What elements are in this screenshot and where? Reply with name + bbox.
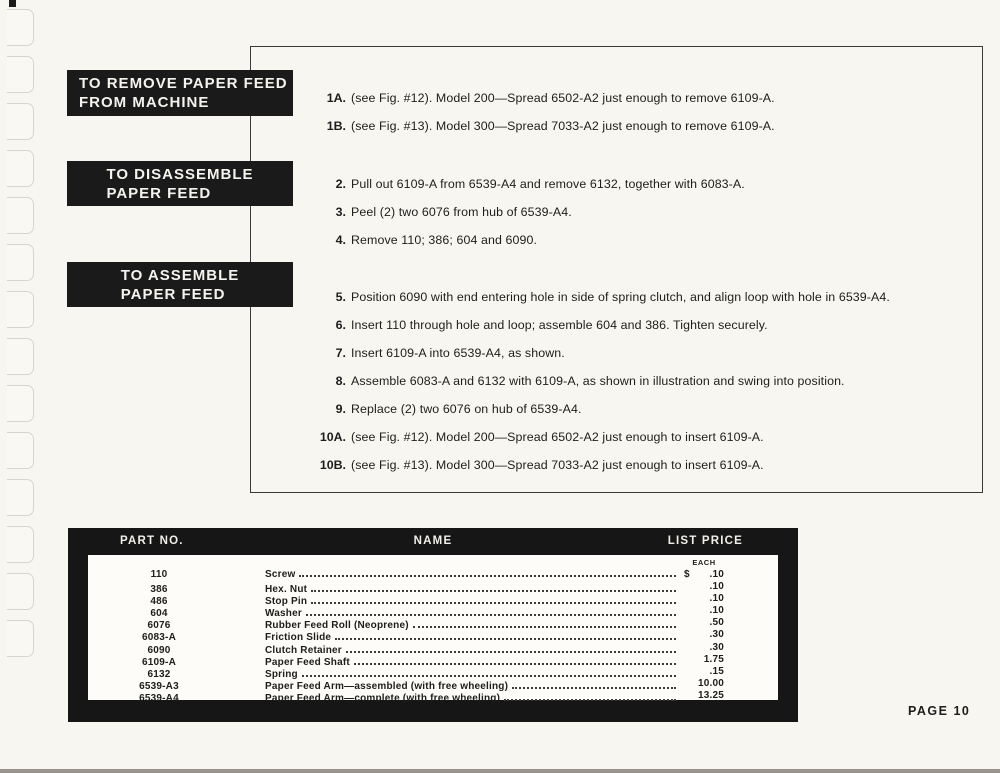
instruction-item <box>315 339 890 367</box>
price-cell <box>684 617 724 628</box>
binding-hole-mark <box>7 432 34 469</box>
parts-table-header <box>68 535 798 551</box>
part-name-text: Friction Slide <box>265 632 332 644</box>
price-cell <box>684 690 724 701</box>
price-value-cell: .10 <box>709 581 724 593</box>
price-cell <box>684 654 724 665</box>
instruction-text: (see Fig. #13). Model 300—Spread 7033-A2 just enough to remove 6109-A. <box>351 119 775 133</box>
price-value-cell: .30 <box>709 629 724 641</box>
instruction-item <box>315 395 890 423</box>
price-cell <box>684 642 724 653</box>
binding-hole-mark <box>7 103 34 140</box>
part-number-cell: 6132 <box>147 668 171 680</box>
section-label-line: TO ASSEMBLE <box>120 266 240 284</box>
part-number-cell: 6083-A <box>142 632 176 644</box>
instruction-number: 10A. <box>319 430 346 444</box>
dot-leader <box>504 699 676 701</box>
part-number-cell: 604 <box>150 608 168 620</box>
part-name-cell <box>265 693 684 704</box>
part-name-text: Hex. Nut <box>265 584 308 596</box>
part-name-text: Rubber Feed Roll (Neoprene) <box>265 620 409 632</box>
price-value-cell: .10 <box>709 605 724 617</box>
part-name-text: Clutch Retainer <box>265 644 342 656</box>
binding-hole-mark <box>7 150 34 187</box>
dot-leader <box>335 638 676 640</box>
binding-hole-mark <box>7 573 34 610</box>
part-name-cell <box>265 681 684 692</box>
instruction-text: Peel (2) two 6076 from hub of 6539-A4. <box>351 205 572 219</box>
instruction-item <box>315 451 890 479</box>
part-name-text: Stop Pin <box>265 596 308 608</box>
part-name-text: Spring <box>265 668 298 680</box>
table-row <box>88 569 778 581</box>
parts-price-table <box>68 528 798 722</box>
binding-hole-mark <box>7 385 34 422</box>
instruction-text: Replace (2) two 6076 on hub of 6539-A4. <box>351 402 582 416</box>
part-number-cell: 6076 <box>147 620 171 632</box>
instruction-item <box>315 367 890 395</box>
parts-table-body <box>88 555 778 702</box>
section-label-remove <box>67 70 293 116</box>
instruction-number: 1A. <box>326 91 346 105</box>
part-number-cell: 386 <box>150 584 168 596</box>
part-name-text: Paper Feed Arm—complete (with free wheeling) <box>265 692 501 704</box>
part-name-cell <box>265 632 684 643</box>
instruction-number: 1B. <box>326 119 346 133</box>
instruction-group-assemble <box>315 283 890 479</box>
section-label-line: FROM MACHINE <box>79 94 210 111</box>
header-name: NAME <box>413 535 453 547</box>
instruction-text: (see Fig. #12). Model 200—Spread 6502-A2 just enough to remove 6109-A. <box>351 91 775 105</box>
price-value-cell: 1.75 <box>703 653 724 665</box>
part-name-text: Washer <box>265 608 302 620</box>
instruction-text: Remove 110; 386; 604 and 6090. <box>351 233 538 247</box>
instruction-text: (see Fig. #13). Model 300—Spread 7033-A2 just enough to insert 6109-A. <box>351 458 764 472</box>
instruction-item <box>315 198 745 226</box>
price-value-cell: .15 <box>709 665 724 677</box>
parts-table-panel <box>88 555 778 704</box>
instruction-text: Pull out 6109-A from 6539-A4 and remove 6132, together with 6083-A. <box>351 177 745 191</box>
binding-hole-mark <box>7 479 34 516</box>
dot-leader <box>299 575 676 577</box>
part-name-cell <box>265 596 684 607</box>
table-row <box>88 581 778 596</box>
header-part-no: PART NO. <box>120 535 184 547</box>
dot-leader <box>354 663 676 665</box>
each-label: EACH <box>692 558 716 567</box>
instruction-number: 5. <box>335 290 346 304</box>
instruction-text: Insert 6109-A into 6539-A4, as shown. <box>351 346 565 360</box>
binding-hole-mark <box>7 56 34 93</box>
part-number-cell: 6090 <box>147 644 171 656</box>
part-number-cell: 6109-A <box>142 656 176 668</box>
section-label-disassemble <box>67 161 293 206</box>
instruction-item <box>315 170 745 198</box>
price-value-cell: .10 <box>709 593 724 605</box>
dot-leader <box>311 602 676 604</box>
binding-hole-mark <box>7 338 34 375</box>
part-name-text: Paper Feed Shaft <box>265 656 350 668</box>
part-name-cell <box>265 620 684 631</box>
binding-hole-mark <box>7 244 34 281</box>
price-cell <box>684 581 724 592</box>
dot-leader <box>346 651 676 653</box>
part-name-cell <box>265 657 684 668</box>
part-name-text: Paper Feed Arm—assembled (with free wheeling) <box>265 680 509 692</box>
price-value-cell: .50 <box>709 617 724 629</box>
price-cell <box>684 678 724 689</box>
page-number: PAGE 10 <box>908 704 971 718</box>
price-value-cell: 13.25 <box>697 689 724 701</box>
instruction-number: 7. <box>335 346 346 360</box>
price-cell <box>684 666 724 677</box>
instruction-group-remove <box>315 84 775 140</box>
binding-hole-mark <box>7 197 34 234</box>
instruction-item <box>315 112 775 140</box>
instruction-group-disassemble <box>315 170 745 254</box>
dot-leader <box>306 614 676 616</box>
part-number-cell: 6539-A4 <box>139 692 179 704</box>
instruction-text: Assemble 6083-A and 6132 with 6109-A, as shown in illustration and swing into position. <box>351 374 845 388</box>
part-name-cell <box>265 584 684 595</box>
scan-edge-line <box>0 769 1000 773</box>
part-number-cell: 6539-A3 <box>139 680 179 692</box>
scan-artifact <box>9 0 16 7</box>
dot-leader <box>302 675 676 677</box>
instruction-number: 6. <box>335 318 346 332</box>
section-label-line: TO REMOVE PAPER FEED <box>79 75 288 92</box>
price-currency: $ <box>684 569 690 580</box>
section-label-line: PAPER FEED <box>106 184 212 202</box>
part-name-cell <box>265 645 684 656</box>
instruction-number: 8. <box>335 374 346 388</box>
instruction-number: 3. <box>335 205 346 219</box>
binding-hole-mark <box>7 620 34 657</box>
part-number-cell: 486 <box>150 596 168 608</box>
section-label-line: PAPER FEED <box>120 285 226 303</box>
dot-leader <box>413 626 676 628</box>
part-name-cell <box>265 569 684 580</box>
instruction-item <box>315 84 775 112</box>
instruction-item <box>315 226 745 254</box>
part-name-cell <box>265 669 684 680</box>
instruction-number: 2. <box>335 177 346 191</box>
instruction-item <box>315 311 890 339</box>
binding-hole-mark <box>7 291 34 328</box>
dot-leader <box>512 687 676 689</box>
header-list-price: LIST PRICE <box>667 535 743 547</box>
instruction-text: Insert 110 through hole and loop; assemble 604 and 386. Tighten securely. <box>351 318 768 332</box>
price-cell <box>684 593 724 604</box>
price-value-cell: .10 <box>709 569 724 580</box>
instruction-item <box>315 283 890 311</box>
instruction-number: 4. <box>335 233 346 247</box>
binding-holes <box>0 0 50 773</box>
instruction-text: (see Fig. #12). Model 200—Spread 6502-A2 just enough to insert 6109-A. <box>351 430 764 444</box>
price-value-cell: 10.00 <box>697 677 724 689</box>
section-label-assemble <box>67 262 293 307</box>
price-cell <box>684 569 724 580</box>
binding-hole-mark <box>7 526 34 563</box>
part-number-cell: 110 <box>150 569 168 580</box>
instruction-item <box>315 423 890 451</box>
instruction-text: Position 6090 with end entering hole in side of spring clutch, and align loop with hole in 6539-A4. <box>351 290 890 304</box>
part-name-text: Screw <box>265 569 296 580</box>
section-label-line: TO DISASSEMBLE <box>106 165 254 183</box>
instruction-number: 9. <box>335 402 346 416</box>
dot-leader <box>311 590 676 592</box>
price-cell <box>684 605 724 616</box>
price-value-cell: .30 <box>709 641 724 653</box>
price-cell <box>684 629 724 640</box>
instruction-number: 10B. <box>319 458 346 472</box>
part-name-cell <box>265 608 684 619</box>
binding-hole-mark <box>7 9 34 46</box>
